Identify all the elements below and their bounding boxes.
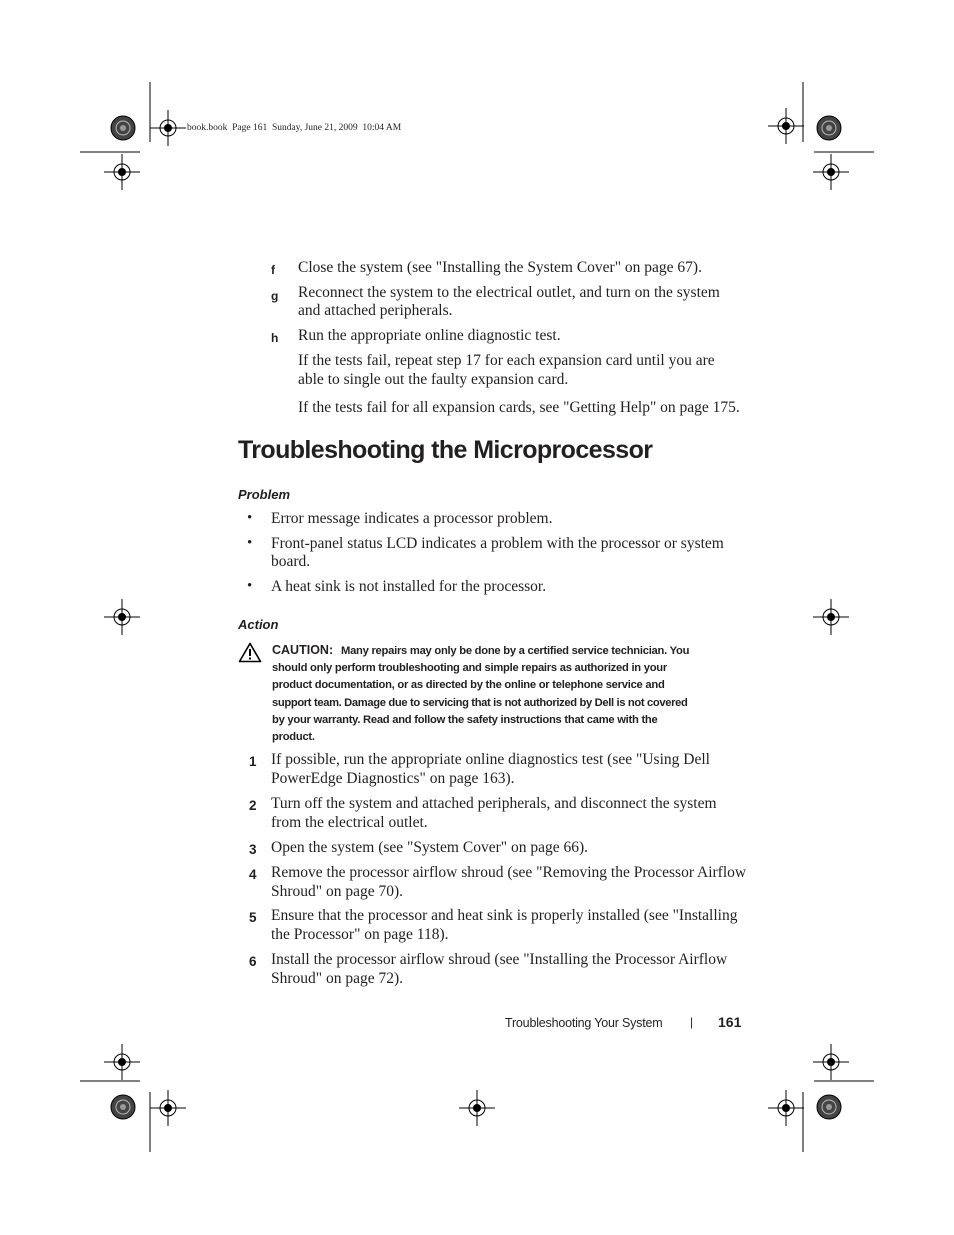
step-text-cont: Shroud" on page 72). — [271, 970, 404, 987]
step-text-cont: Shroud" on page 70). — [271, 883, 404, 900]
footer-separator: | — [690, 1015, 694, 1029]
page-number: 161 — [718, 1014, 742, 1030]
note-paragraph-line1: If the tests fail, repeat step 17 for each expansion card until you are — [298, 352, 715, 369]
step-number: 1 — [249, 754, 257, 769]
problem-item: Front-panel status LCD indicates a problem with the processor or system — [271, 535, 724, 552]
caution-text-line5: by your warranty. Read and follow the safety instructions that came with the — [272, 714, 658, 726]
step-text-g-line1: Reconnect the system to the electrical outlet, and turn on the system — [298, 284, 720, 301]
bullet-icon: • — [247, 578, 253, 594]
step-number: 6 — [249, 954, 257, 969]
step-number: 4 — [249, 867, 257, 882]
action-heading: Action — [238, 617, 279, 632]
problem-item: Error message indicates a processor problem. — [271, 510, 553, 527]
note-paragraph-line2: able to single out the faulty expansion card. — [298, 371, 569, 388]
note-paragraph-2: If the tests fail for all expansion cards, see "Getting Help" on page 175. — [298, 399, 740, 416]
step-number: 3 — [249, 842, 257, 857]
step-text: If possible, run the appropriate online diagnostics test (see "Using Dell — [271, 751, 710, 768]
caution-label: CAUTION: — [272, 643, 334, 657]
step-number: 5 — [249, 910, 257, 925]
caution-text-line1: Many repairs may only be done by a certified service technician. You — [341, 645, 690, 657]
running-title: Troubleshooting Your System — [505, 1016, 663, 1030]
warning-triangle-icon — [238, 642, 262, 663]
step-number: 2 — [249, 798, 257, 813]
bullet-icon: • — [247, 510, 253, 526]
step-text-f: Close the system (see "Installing the System Cover" on page 67). — [298, 259, 702, 276]
step-marker-f: f — [271, 263, 275, 277]
problem-heading: Problem — [238, 487, 291, 502]
bullet-icon: • — [247, 535, 253, 551]
step-text-g-line2: and attached peripherals. — [298, 302, 453, 319]
step-marker-g: g — [271, 289, 279, 303]
caution-text-line4: support team. Damage due to servicing that is not authorized by Dell is not covered — [272, 697, 688, 709]
step-text: Install the processor airflow shroud (see "Installing the Processor Airflow — [271, 951, 728, 968]
caution-text-line2: should only perform troubleshooting and simple repairs as authorized in your — [272, 662, 667, 674]
print-slug: book.book Page 161 Sunday, June 21, 2009 10:04 AM — [187, 123, 402, 133]
caution-text-line6: product. — [272, 731, 315, 743]
problem-item-cont: board. — [271, 553, 311, 570]
step-marker-h: h — [271, 331, 279, 345]
caution-text-line3: product documentation, or as directed by the online or telephone service and — [272, 679, 665, 691]
step-text: Turn off the system and attached peripherals, and disconnect the system — [271, 795, 717, 812]
section-title: Troubleshooting the Microprocessor — [238, 436, 653, 464]
step-text: Ensure that the processor and heat sink is properly installed (see "Installing — [271, 907, 738, 924]
step-text-h: Run the appropriate online diagnostic test. — [298, 327, 561, 344]
step-text-cont: the Processor" on page 118). — [271, 926, 449, 943]
problem-item: A heat sink is not installed for the processor. — [271, 578, 547, 595]
step-text: Open the system (see "System Cover" on page 66). — [271, 839, 588, 856]
step-text: Remove the processor airflow shroud (see "Removing the Processor Airflow — [271, 864, 747, 881]
step-text-cont: PowerEdge Diagnostics" on page 163). — [271, 770, 515, 787]
step-text-cont: from the electrical outlet. — [271, 814, 428, 831]
